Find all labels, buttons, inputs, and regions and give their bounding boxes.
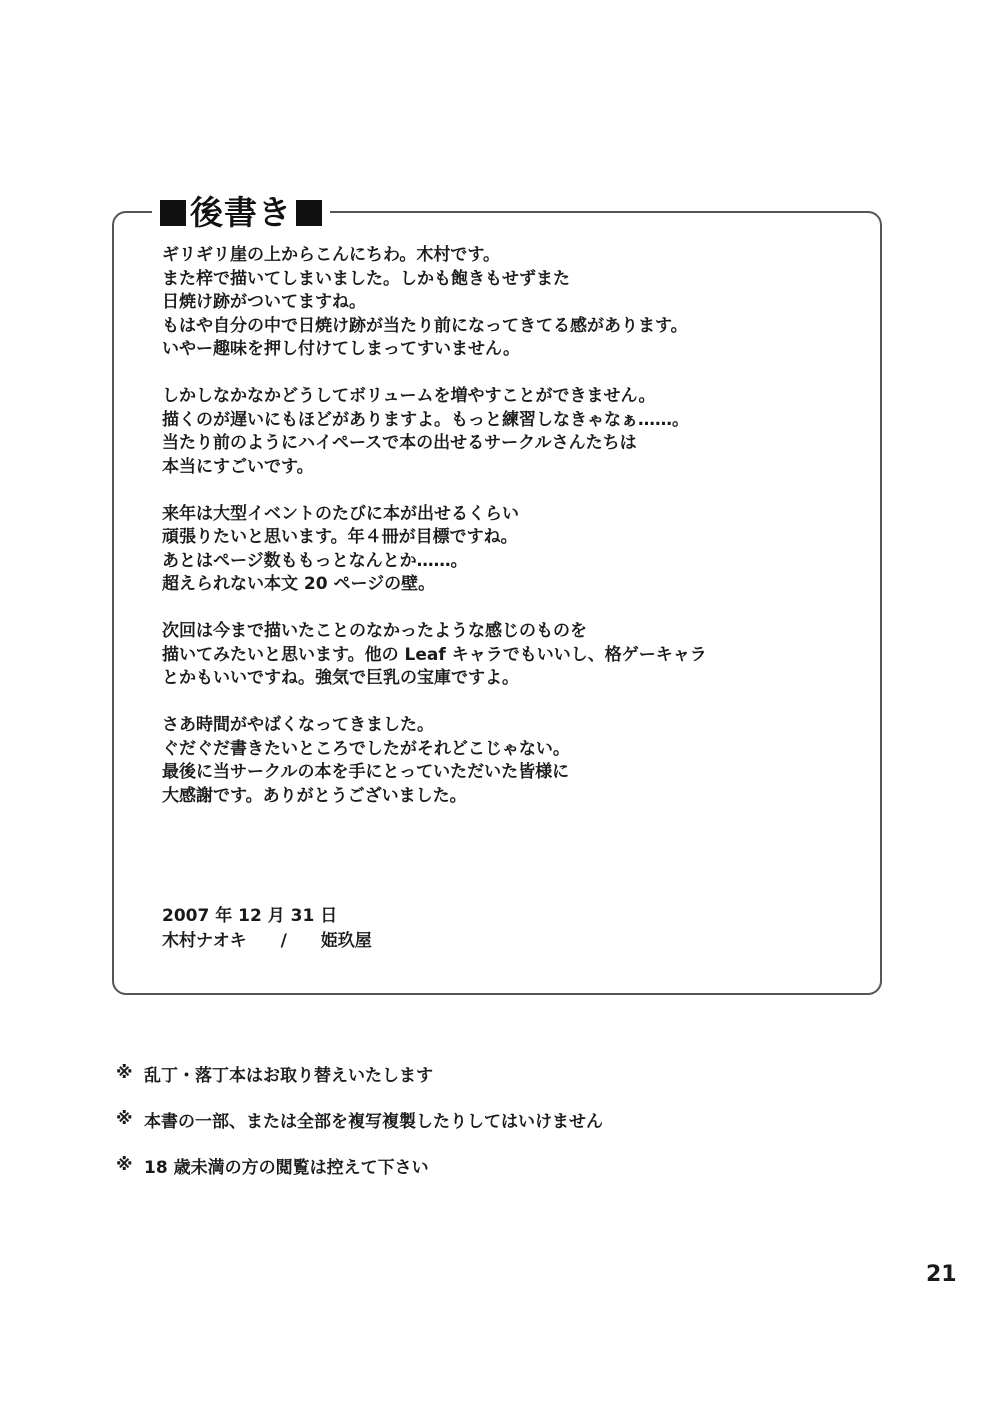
text-line: 当たり前のようにハイペースで本の出せるサークルさんたちは bbox=[162, 433, 637, 453]
text-line: ギリギリ崖の上からこんにちわ。木村です。 bbox=[162, 245, 500, 265]
paragraph bbox=[162, 503, 862, 597]
signature-date: 2007 年 12 月 31 日 bbox=[162, 906, 338, 926]
text-line: あとはページ数ももっとなんとか……。 bbox=[162, 550, 468, 571]
separator: / bbox=[280, 931, 287, 951]
notice-text: 乱丁・落丁本はお取り替えいたします bbox=[144, 1065, 433, 1086]
black-square-icon bbox=[160, 200, 186, 226]
text-line: しかしなかなかどうしてボリュームを増やすことができません。 bbox=[162, 386, 656, 406]
text-line: 最後に当サークルの本を手にとっていただいた皆様に bbox=[162, 762, 570, 782]
notice-text: 18 歳未満の方の閲覧は控えて下さい bbox=[144, 1157, 429, 1178]
notice-item bbox=[116, 1152, 603, 1178]
text-line: 日焼け跡がついてますね。 bbox=[162, 292, 366, 312]
notice-item bbox=[116, 1106, 603, 1132]
signature-author-line bbox=[162, 929, 372, 954]
text-line: 頑張りたいと思います。年４冊が目標ですね。 bbox=[162, 527, 518, 547]
text-line: 超えられない本文 20 ページの壁。 bbox=[162, 574, 436, 594]
circle-name: 姫玖屋 bbox=[320, 931, 372, 951]
reference-mark-icon: ※ bbox=[116, 1109, 133, 1129]
notice-text: 本書の一部、または全部を複写複製したりしてはいけません bbox=[144, 1111, 603, 1132]
notice-list bbox=[116, 1060, 603, 1198]
page-number: 21 bbox=[926, 1262, 957, 1287]
paragraph bbox=[162, 385, 862, 479]
paragraph bbox=[162, 620, 862, 691]
text-line: 次回は今まで描いたことのなかったような感じのものを bbox=[162, 621, 587, 641]
text-line: また梓で描いてしまいました。しかも飽きもせずまた bbox=[162, 268, 570, 289]
signature bbox=[162, 904, 372, 954]
text-line: 描くのが遅いにもほどがありますよ。もっと練習しなきゃなぁ……。 bbox=[162, 409, 689, 430]
black-square-icon bbox=[296, 200, 322, 226]
reference-mark-icon: ※ bbox=[116, 1063, 133, 1083]
text-line: さあ時間がやばくなってきました。 bbox=[162, 715, 434, 735]
afterword-body bbox=[162, 244, 862, 832]
afterword-heading bbox=[152, 191, 330, 235]
text-line: 来年は大型イベントのたびに本が出せるくらい bbox=[162, 503, 519, 524]
reference-mark-icon: ※ bbox=[116, 1155, 133, 1175]
text-line: 本当にすごいです。 bbox=[162, 456, 314, 477]
text-line: とかもいいですね。強気で巨乳の宝庫ですよ。 bbox=[162, 668, 519, 688]
paragraph bbox=[162, 714, 862, 808]
text-line: ぐだぐだ書きたいところでしたがそれどこじゃない。 bbox=[162, 738, 570, 759]
text-line: いやー趣味を押し付けてしまってすいません。 bbox=[162, 339, 521, 359]
text-line: 描いてみたいと思います。他の Leaf キャラでもいいし、格ゲーキャラ bbox=[162, 644, 707, 665]
paragraph bbox=[162, 244, 862, 362]
author-name: 木村ナオキ bbox=[162, 931, 247, 951]
notice-item bbox=[116, 1060, 603, 1086]
text-line: もはや自分の中で日焼け跡が当たり前になってきてる感があります。 bbox=[162, 315, 688, 336]
text-line: 大感謝です。ありがとうございました。 bbox=[162, 785, 467, 806]
heading-title: 後書き bbox=[190, 193, 292, 232]
